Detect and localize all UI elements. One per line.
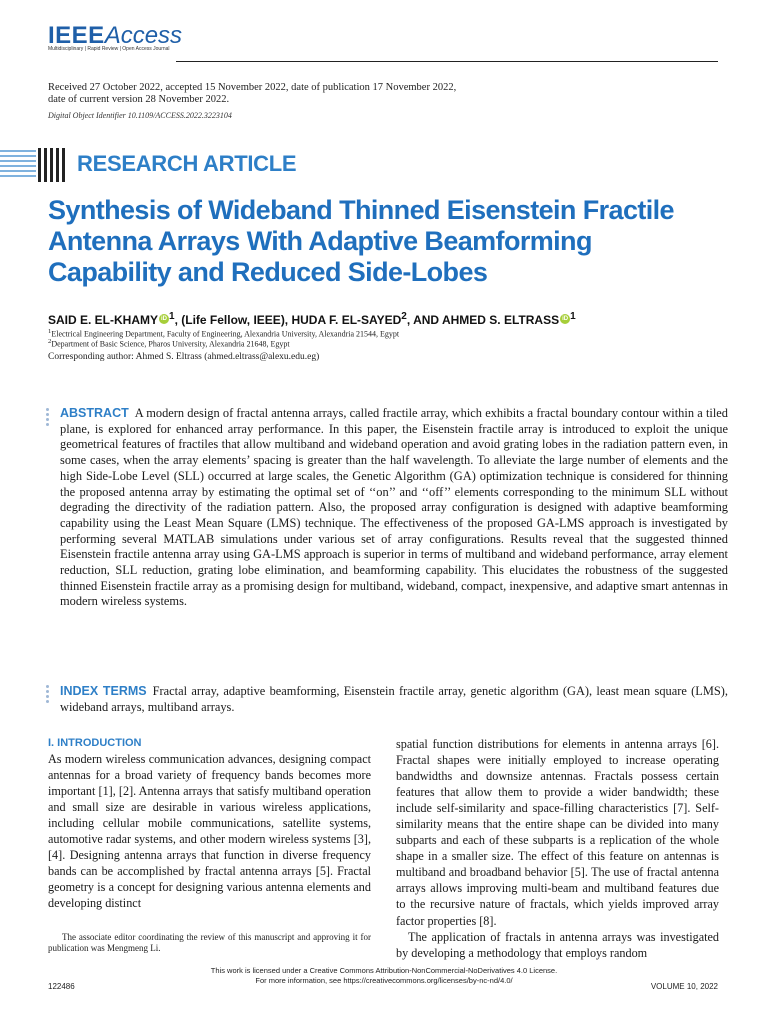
orcid-icon[interactable]: iD	[562, 316, 569, 322]
journal-tagline: Multidisciplinary | Rapid Review | Open Access Journal	[48, 46, 170, 52]
section-heading: I. INTRODUCTION	[48, 737, 142, 749]
license-line-2[interactable]: For more information, see https://creativecommons.org/licenses/by-nc-nd/4.0/	[255, 976, 513, 985]
affiliation-2	[48, 337, 648, 350]
paper-title: Synthesis of Wideband Thinned Eisenstein Fractile Antenna Arrays With Adaptive Beamforming Capability and Reduced Side-Lobes	[48, 195, 674, 287]
header-divider	[176, 61, 718, 62]
doi: Digital Object Identifier 10.1109/ACCESS.2022.3223104	[48, 111, 232, 120]
author-list	[48, 311, 738, 327]
abstract-text: A modern design of fractal antenna arrays, called fractile array, which exhibits a fractal boundary contour within a tiled plane, is explored for enhanced array performance. In this paper, the Eisenstein fractile array is introduced to exploit the unique geometrical features of fractiles that allow multiband and wideband operation and avoid grating lobes in the radiation pattern even, in some cases, when the array elements’ spacing is greater than the half wavelength. To alleviate the large number of elements and the high Side-Lobe Level (SLL) occurred at large scales, the Genetic Algorithm (GA) optimization technique is considered for thinning the proposed antenna array by estimating the optimal set of ‘‘on’’ and ‘‘off’’ elements corresponding to the minimum SLL without degrading the directivity of the radiation pattern. Also, the proposed array configuration is designed with adaptive beamforming capability using the Least Mean Square (LMS) technique. The effectiveness of the proposed GA-LMS approach is investigated by performing several MATLAB simulations under various set of array configurations. Results reveal that the suggested thinned Eisenstein fractile antenna array using GA-LMS approach is superior in terms of multiband and wideband performance, array element reduction, SLL reduction, grating lobe elimination, and beamforming capability. This elucidates the robustness of the suggested thinned Eisenstein fractile array as a promising design for multiband, wideband, compact, inexpensive, and adaptive smart antennas in modern wireless systems.	[60, 406, 728, 609]
abstract-heading: ABSTRACT	[60, 406, 129, 420]
author-1-note: , (Life Fellow, IEEE), HUDA F. EL-SAYED	[174, 313, 402, 327]
author-3: , AND AHMED S. ELTRASS	[406, 313, 560, 327]
license-line-1: This work is licensed under a Creative Commons Attribution-NonCommercial-NoDerivatives 4.0 License.	[210, 966, 558, 975]
intro-right-column	[396, 736, 719, 961]
author-3-affil: 1	[570, 311, 576, 322]
corresponding-author: Corresponding author: Ahmed S. Eltrass (ahmed.eltrass@alexu.edu.eg)	[48, 352, 320, 362]
publication-dates	[48, 82, 518, 106]
index-terms-marker-icon	[46, 685, 52, 705]
author-1-affil: 1	[169, 311, 175, 322]
affiliation-1-sup: 1	[48, 328, 52, 335]
volume-info: VOLUME 10, 2022	[650, 982, 718, 991]
abstract	[60, 406, 728, 610]
affiliation-2-text: Department of Basic Science, Pharos University, Alexandria 21648, Egypt	[51, 339, 290, 349]
intro-paragraph: The application of fractals in antenna arrays was investigated by developing a methodology that employs random	[396, 929, 719, 960]
orcid-icon[interactable]: iD	[161, 316, 168, 322]
index-terms-heading: INDEX TERMS	[60, 684, 147, 698]
index-terms-text: Fractal array, adaptive beamforming, Eisenstein fractile array, genetic algorithm (GA), least mean square (LMS), wideband arrays, multiband arrays.	[60, 684, 728, 714]
index-terms	[60, 683, 728, 715]
logo-access: Access	[104, 22, 183, 49]
intro-paragraph: spatial function distributions for elements in antenna arrays [6]. Fractal shapes were initially employed to increase operating bandwidths and downsize antennas. Fractals possess certain features that allow them to provide a wider bandwidth; these include self-similarity and space-filling characteristics [7]. Self-similarity means that the entire shape can be divided into many subparts and each of these subparts is a replication of the whole shape in a smaller size. The effect of this feature on antennas is multiband and broadband behavior [5]. The use of fractal antenna arrays allows improving multi-beam and multiband features due to the recursive nature of fractals, which yields improved array factor properties [8].	[396, 737, 719, 928]
logo-ieee: IEEE	[48, 22, 105, 49]
editor-footnote: The associate editor coordinating the review of this manuscript and approving it for publication was Mengmeng Li.	[48, 932, 371, 953]
page-number: 122486	[48, 982, 75, 991]
abstract-marker-icon	[46, 408, 52, 428]
intro-left-column: As modern wireless communication advances, designing compact antennas for a broad variety of frequency bands becomes more important [1], [2]. Antenna arrays that satisfy multiband operation and small size are desirable in various wireless applications, including cellular mobile communications, satellite systems, automotive radar systems, and other modern wireless systems [3], [4]. Designing antenna arrays that function in diverse frequency bands can be accomplished by fractal antenna arrays [5]. Fractal geometry is a concept for designing various antenna elements and developing distinct	[48, 752, 371, 911]
banner-stripes-icon	[0, 148, 70, 182]
article-type-label: RESEARCH ARTICLE	[77, 151, 297, 176]
journal-logo	[48, 24, 182, 48]
author-2-affil: 2	[401, 311, 407, 322]
dates-line-1: Received 27 October 2022, accepted 15 November 2022, date of publication 17 November 2022,	[48, 82, 457, 93]
dates-line-2: date of current version 28 November 2022.	[48, 94, 230, 105]
affiliation-2-sup: 2	[48, 338, 52, 345]
affiliation-1-text: Electrical Engineering Department, Faculty of Engineering, Alexandria University, Alexandria 21544, Egypt	[51, 329, 400, 339]
author-1: SAID E. EL-KHAMY	[48, 313, 159, 327]
